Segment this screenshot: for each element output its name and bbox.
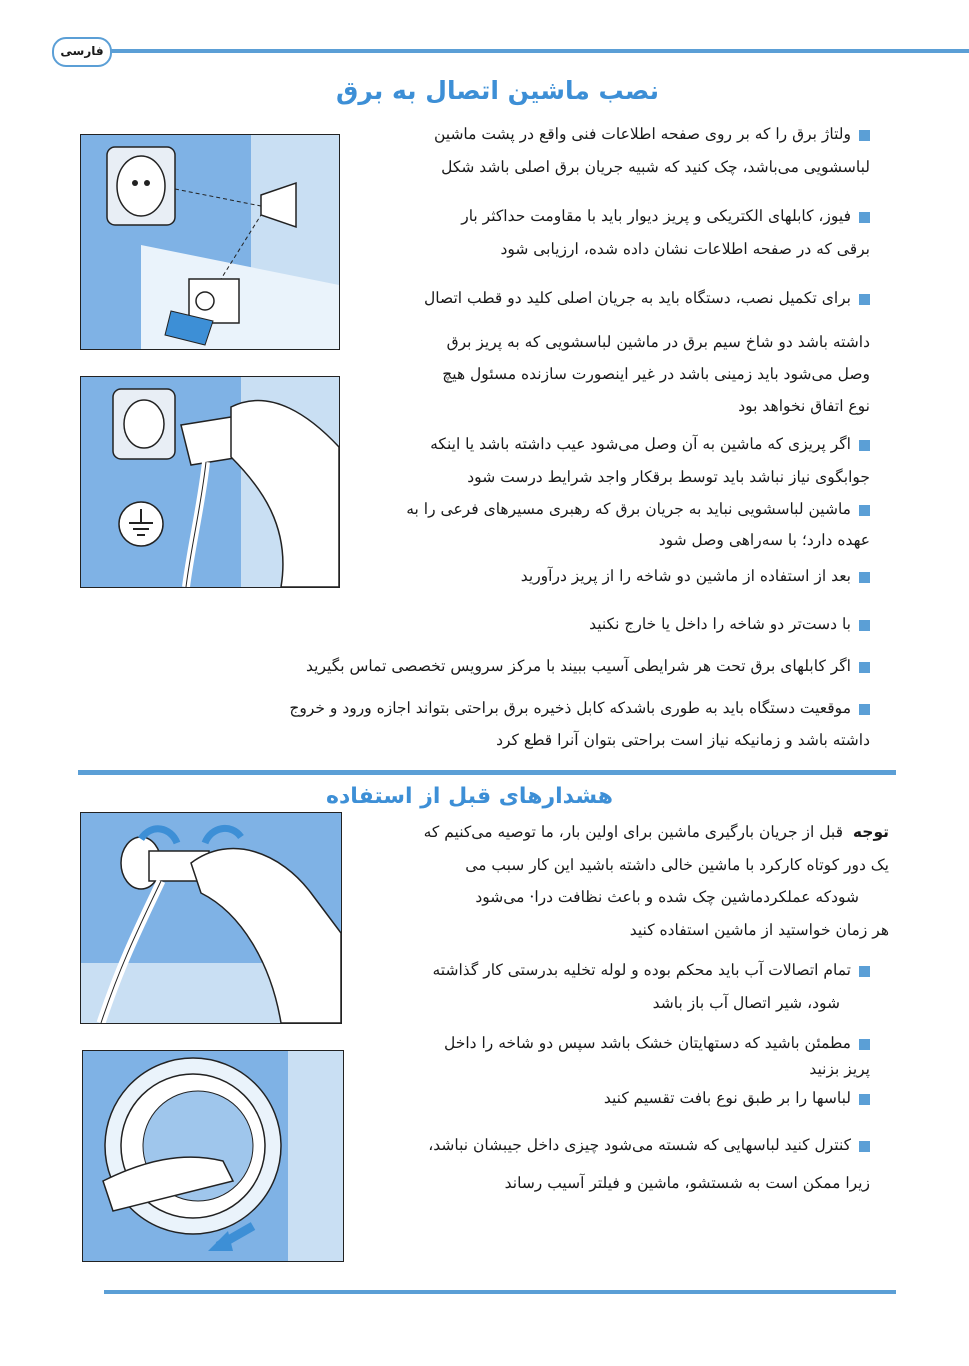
bullet-icon [859,1039,870,1050]
tap-illustration [81,813,341,1023]
s2-item-1: تمام اتصالات آب باید محکم بوده و لوله تخلیه بدرستی کار گذاشته شود، شیر اتصال آب باز باشد [350,954,870,1020]
figure-plug-ground [80,376,340,588]
socket-icon [107,147,175,225]
bullet-icon [859,620,870,631]
s1-item-5: اگر پریزی که ماشین به آن وصل می‌شود عیب داشته باشد یا اینکه جوابگوی نیاز نباشد باید توسط برقکار واجد شرایط درست شود [430,435,870,486]
figure-tap [80,812,342,1024]
ground-symbol-icon [119,502,163,546]
figure-socket-label [80,134,340,350]
s2-note: توجه قبل از جریان بارگیری ماشین برای اولین بار، ما توصیه می‌کنیم که یک دور کوتاه کارکرد با ماشین خالی داشته باشید این کار سبب می شودکه عملکردماشین چک شده و باعث نظافت درا· می‌شود هر زمان خواستید از ماشین استفاده کنید [423,823,889,939]
s1-item-4: داشته باشد دو شاخ سیم برق در ماشین لباسشویی که به پریز برق وصل می‌شود باید زمینی باشد در غیر اینصورت سازنده مسئول هیچ نوع اتفاق نخواهد بود [442,333,870,415]
bullet-icon [859,440,870,451]
s1-item-7: بعد از استفاده از ماشین دو شاخه را از پریز درآورید [350,560,870,593]
s2-item-3: لباسها را بر طبق نوع بافت تقسیم کنید [350,1082,870,1115]
bullet-icon [859,294,870,305]
socket-icon [113,389,175,459]
s1-item-1: ولتاژ برق را که بر روی صفحه اطلاعات فنی واقع در پشت ماشین لباسشویی می‌باشد، چک کنید که شبیه جریان برق اصلی باشد شکل [433,125,870,176]
language-badge: فارسی [52,37,112,67]
s2-item-2: مطمئن باشید که دستهایتان خشک باشد سپس دو شاخه را داخل پریز بزنید [444,1034,870,1078]
footer-rule [104,1290,896,1294]
figure-drum [82,1050,344,1262]
bullet-icon [859,1094,870,1105]
bullet-icon [859,704,870,715]
drum-door-icon [105,1058,281,1234]
section2-title: هشدارهای قبل از استفاده [326,784,613,809]
s2-item-4: کنترل کنید لباسهایی که شسته می‌شود چیزی داخل جیبشان نباشد، زیرا ممکن است به شستشو، ماشین و فیلتر آسیب رساند [428,1136,870,1192]
bullet-icon [859,212,870,223]
bullet-icon [859,1141,870,1152]
section1-title: نصب ماشین اتصال به برق [336,76,659,105]
s1-item-2: فیوز، کابلهای الکتریکی و پریز دیوار باید با مقاومت حداکثر بار برقی که در صفحه اطلاعات نشان داده شده، ارزیابی شود [461,207,870,258]
s1-item-10: موقعیت دستگاه باید به طوری باشدکه کابل ذخیره برق براحتی بتواند اجازه ورود و خروج داشته باشد و زمانیکه نیاز است براحتی بتوان آنرا قطع کرد [289,699,870,749]
bullet-icon [859,130,870,141]
bullet-icon [859,662,870,673]
bullet-icon [859,572,870,583]
bullet-icon [859,505,870,516]
socket-illustration [81,135,339,349]
note-label: توجه [852,823,889,841]
section-divider [78,770,896,775]
drum-illustration [83,1051,343,1261]
s1-item-8: با دست‌تر دو شاخه را داخل یا خارج نکنید [150,608,870,641]
s1-item-6: ماشین لباسشویی نباید به جریان برق که رهبری مسیرهای فرعی را به عهده دارد؛ با سه‌راهی وصل شود [406,500,870,549]
s1-item-3: برای تکمیل نصب، دستگاه باید به جریان اصلی کلید دو قطب اتصال [350,282,870,315]
plug-illustration [81,377,339,587]
s1-item-9: اگر کابلهای برق تحت هر شرایطی آسیب ببیند با مرکز سرویس تخصصی تماس بگیرید [110,650,870,683]
bullet-icon [859,966,870,977]
header-rule [108,49,969,53]
